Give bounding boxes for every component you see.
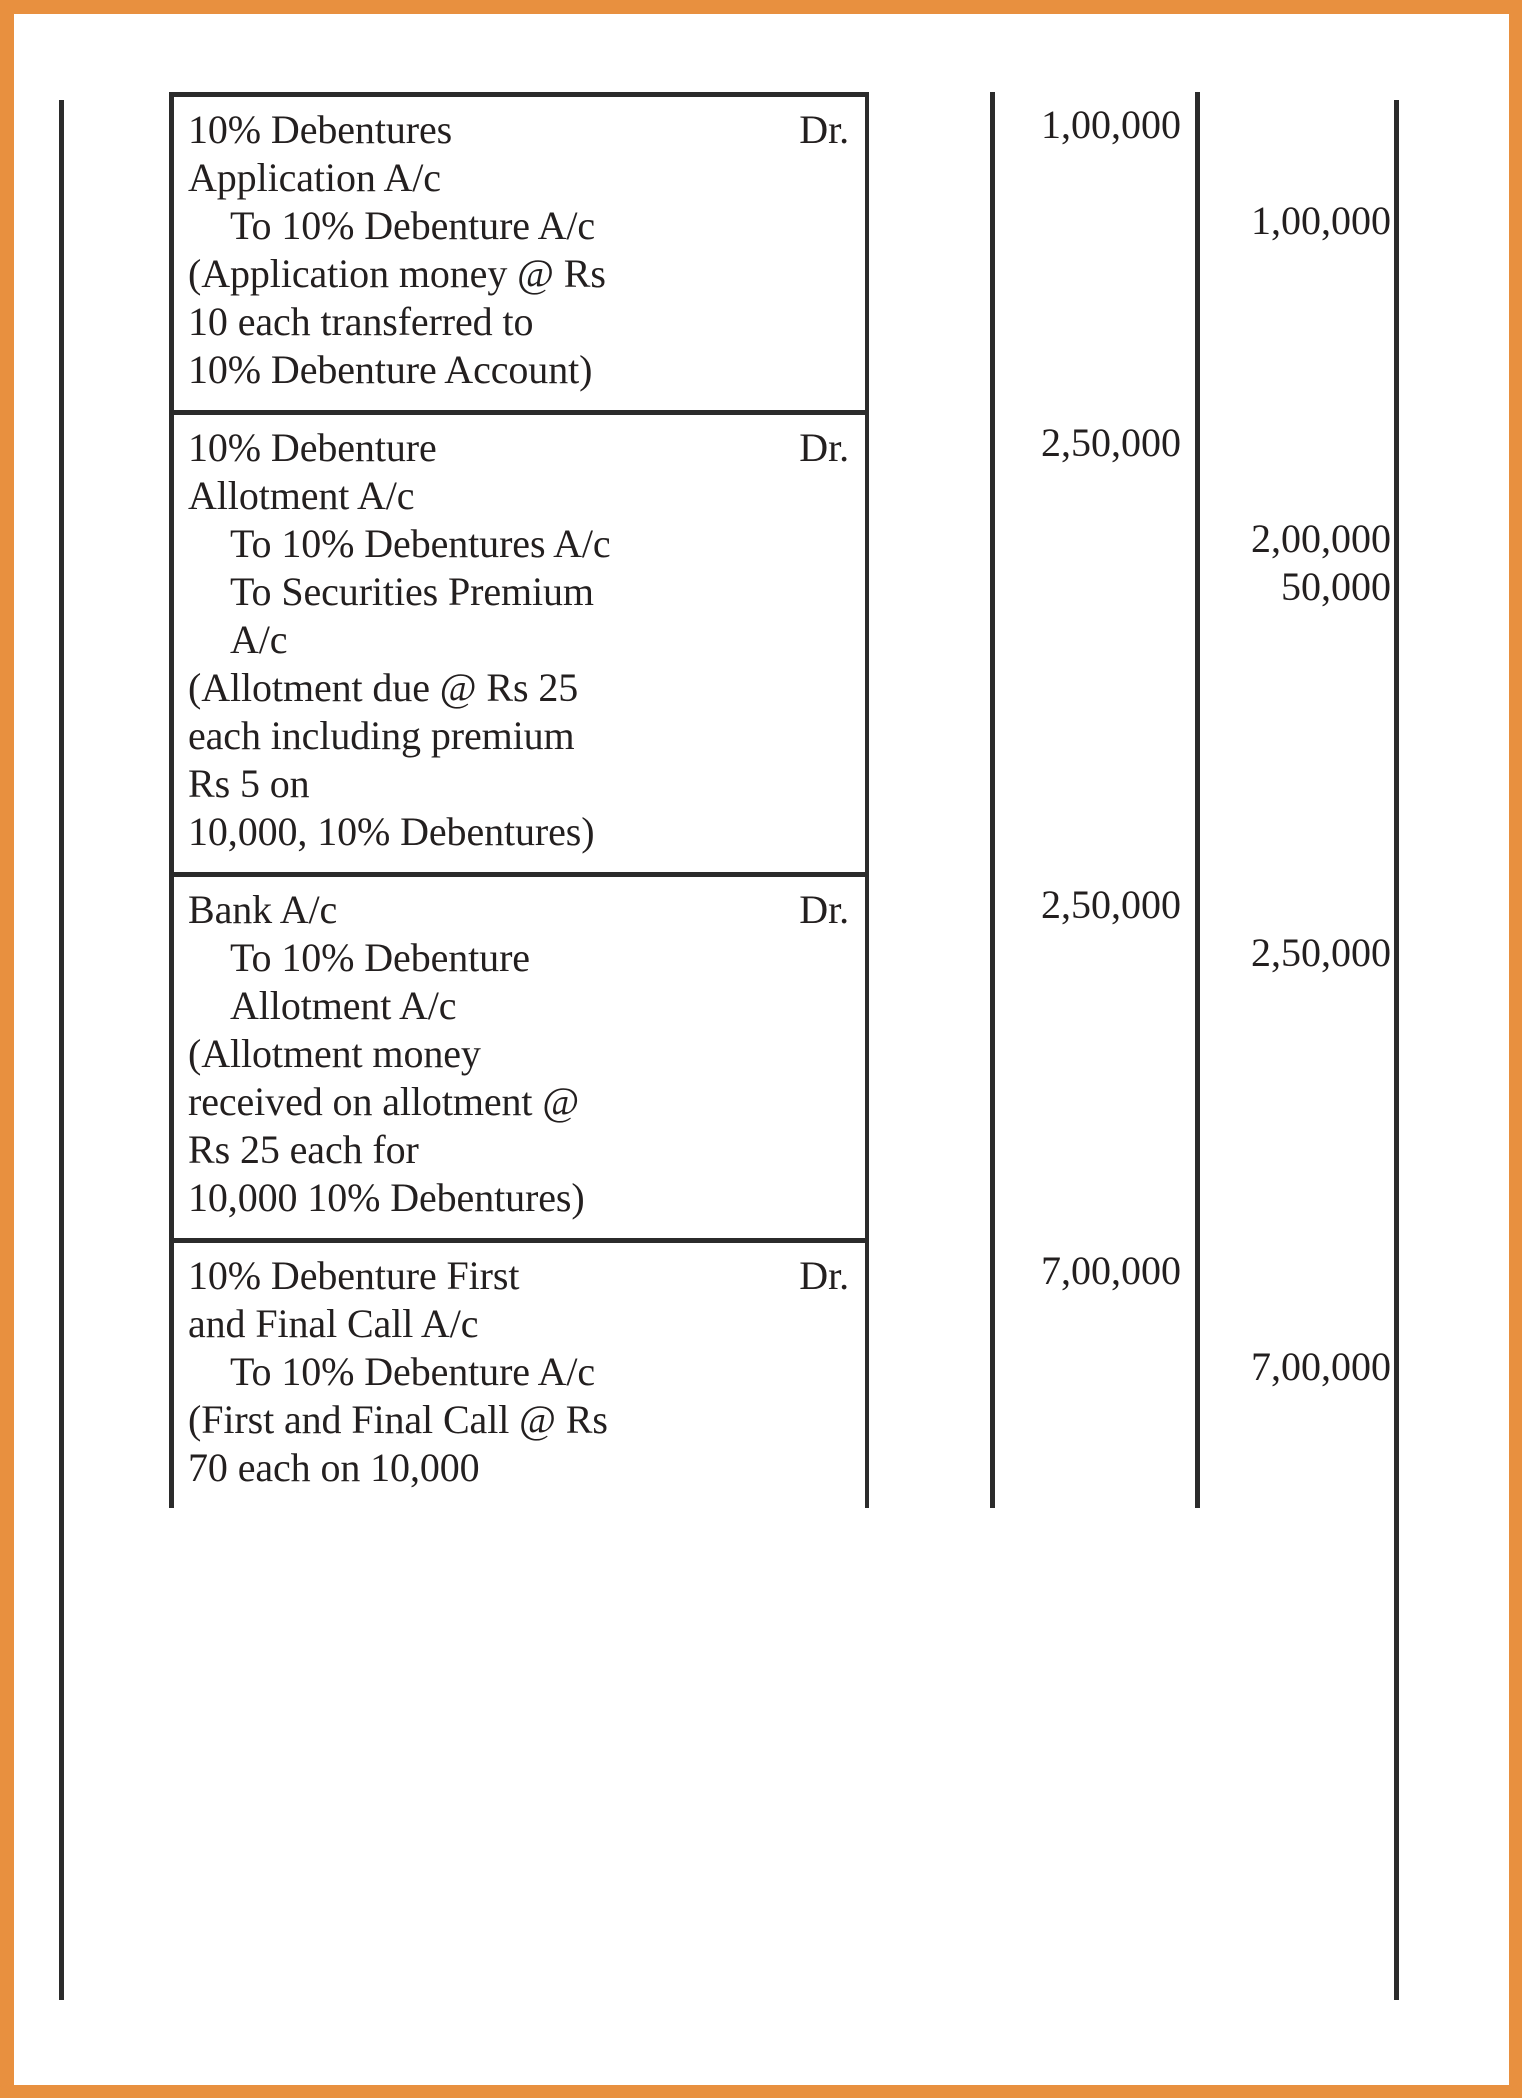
particulars-line [188, 154, 853, 202]
amount-spacer [1214, 803, 1391, 851]
amount-spacer [1009, 803, 1181, 851]
amount-spacer [1009, 515, 1181, 563]
particulars-line [188, 982, 853, 1030]
amount-spacer [1009, 1391, 1181, 1439]
amount-spacer [1009, 1073, 1181, 1121]
amount-spacer [1009, 149, 1181, 197]
particulars-line [188, 568, 853, 616]
amount-spacer [1214, 467, 1391, 515]
journal-table [59, 92, 1399, 2082]
credit-amount: 7,00,000 [1251, 1344, 1391, 1389]
particulars-text: To 10% Debenture [230, 935, 530, 980]
amount-spacer [1214, 1121, 1391, 1169]
particulars-line [188, 760, 853, 808]
particulars-line [188, 250, 853, 298]
particulars-text: Bank A/c [188, 887, 338, 932]
particulars-text: each including premium [188, 713, 575, 758]
debit-marker: Dr. [799, 887, 849, 932]
amount-spacer [1214, 341, 1391, 389]
particulars-text: Application A/c [188, 155, 441, 200]
particulars-line [188, 886, 853, 934]
amount-spacer [1009, 245, 1181, 293]
ledger-folio-cell [869, 872, 995, 1238]
particulars-text: (First and Final Call @ Rs [188, 1397, 608, 1442]
debit-marker: Dr. [799, 425, 849, 470]
amount-spacer [1009, 977, 1181, 1025]
particulars-text: To 10% Debentures A/c [230, 521, 611, 566]
particulars-text: 70 each on 10,000 [188, 1445, 480, 1490]
amount-spacer [1009, 1025, 1181, 1073]
debit-amount-cell [995, 410, 1200, 872]
particulars-line [188, 298, 853, 346]
journal-entry-row [59, 92, 1399, 410]
debit-marker: Dr. [799, 1253, 849, 1298]
credit-amount: 2,50,000 [1251, 930, 1391, 975]
particulars-line [188, 1396, 853, 1444]
amount-spacer [1214, 977, 1391, 1025]
particulars-text: 10% Debentures [188, 107, 453, 152]
particulars-line [188, 1348, 853, 1396]
amount-spacer [1214, 611, 1391, 659]
particulars-text: (Allotment due @ Rs 25 [188, 665, 579, 710]
particulars-line [188, 202, 853, 250]
particulars-text: Rs 5 on [188, 761, 310, 806]
debit-amount: 7,00,000 [1041, 1248, 1181, 1293]
debit-amount: 2,50,000 [1041, 420, 1181, 465]
amount-spacer [1214, 1391, 1391, 1439]
particulars-line [188, 664, 853, 712]
page-sheet [14, 14, 1509, 2085]
particulars-text: (Allotment money [188, 1031, 481, 1076]
amount-spacer [1009, 1295, 1181, 1343]
particulars-line [188, 472, 853, 520]
amount-spacer [1214, 659, 1391, 707]
amount-spacer [1214, 293, 1391, 341]
amount-spacer [1214, 245, 1391, 293]
amount-spacer [1009, 929, 1181, 977]
particulars-line [188, 1078, 853, 1126]
particulars-cell [169, 92, 869, 410]
amount-spacer [1214, 1439, 1391, 1487]
particulars-line [188, 934, 853, 982]
amount-spacer [1009, 611, 1181, 659]
date-cell [59, 410, 169, 872]
debit-amount-cell [995, 1238, 1200, 1508]
amount-spacer [1009, 707, 1181, 755]
amount-spacer [1009, 197, 1181, 245]
debit-amount-cell [995, 872, 1200, 1238]
journal-entry-row [59, 410, 1399, 872]
amount-spacer [1009, 1121, 1181, 1169]
date-cell [59, 92, 169, 410]
debit-marker: Dr. [799, 107, 849, 152]
amount-spacer [1214, 755, 1391, 803]
particulars-line [188, 1252, 853, 1300]
journal-entry-row [59, 1238, 1399, 1508]
particulars-text: 10 each transferred to [188, 299, 534, 344]
debit-amount: 1,00,000 [1041, 102, 1181, 147]
date-cell [59, 1238, 169, 1508]
credit-amount-cell [1200, 92, 1405, 410]
particulars-line [188, 1126, 853, 1174]
journal-entry-row [59, 872, 1399, 1238]
amount-spacer [1009, 1343, 1181, 1391]
particulars-text: To 10% Debenture A/c [230, 203, 596, 248]
particulars-text: 10,000 10% Debentures) [188, 1175, 585, 1220]
amount-spacer [1009, 341, 1181, 389]
particulars-text: Rs 25 each for [188, 1127, 419, 1172]
amount-spacer [1214, 881, 1391, 929]
particulars-text: A/c [230, 617, 288, 662]
amount-spacer [1009, 563, 1181, 611]
particulars-text: (Application money @ Rs [188, 251, 606, 296]
credit-amount: 50,000 [1281, 564, 1391, 609]
credit-amount: 1,00,000 [1251, 198, 1391, 243]
particulars-cell [169, 1238, 869, 1508]
ledger-folio-cell [869, 92, 995, 410]
particulars-line [188, 1300, 853, 1348]
particulars-line [188, 1444, 853, 1492]
particulars-line [188, 712, 853, 760]
debit-amount-cell [995, 92, 1200, 410]
particulars-text: and Final Call A/c [188, 1301, 479, 1346]
amount-spacer [1214, 1025, 1391, 1073]
particulars-cell [169, 872, 869, 1238]
amount-spacer [1214, 1073, 1391, 1121]
ledger-folio-cell [869, 1238, 995, 1508]
particulars-line [188, 1030, 853, 1078]
particulars-line [188, 520, 853, 568]
amount-spacer [1009, 1169, 1181, 1217]
particulars-line [188, 106, 853, 154]
particulars-text: Allotment A/c [230, 983, 457, 1028]
amount-spacer [1009, 659, 1181, 707]
particulars-line [188, 424, 853, 472]
credit-amount-cell [1200, 410, 1405, 872]
particulars-cell [169, 410, 869, 872]
amount-spacer [1214, 1295, 1391, 1343]
credit-amount: 2,00,000 [1251, 516, 1391, 561]
journal-rows [59, 92, 1399, 1508]
amount-spacer [1214, 101, 1391, 149]
particulars-line [188, 808, 853, 856]
particulars-text: received on allotment @ [188, 1079, 580, 1124]
amount-spacer [1214, 419, 1391, 467]
amount-spacer [1009, 755, 1181, 803]
particulars-line [188, 346, 853, 394]
amount-spacer [1214, 707, 1391, 755]
amount-spacer [1009, 293, 1181, 341]
amount-spacer [1214, 1169, 1391, 1217]
amount-spacer [1214, 1247, 1391, 1295]
particulars-text: To 10% Debenture A/c [230, 1349, 596, 1394]
credit-amount-cell [1200, 1238, 1405, 1508]
particulars-line [188, 616, 853, 664]
particulars-text: 10% Debenture [188, 425, 437, 470]
amount-spacer [1009, 467, 1181, 515]
particulars-line [188, 1174, 853, 1222]
particulars-text: 10% Debenture Account) [188, 347, 593, 392]
particulars-text: To Securities Premium [230, 569, 594, 614]
amount-spacer [1214, 149, 1391, 197]
credit-amount-cell [1200, 872, 1405, 1238]
date-cell [59, 872, 169, 1238]
particulars-text: 10,000, 10% Debentures) [188, 809, 595, 854]
amount-spacer [1009, 1439, 1181, 1487]
ledger-folio-cell [869, 410, 995, 872]
particulars-text: 10% Debenture First [188, 1253, 520, 1298]
debit-amount: 2,50,000 [1041, 882, 1181, 927]
particulars-text: Allotment A/c [188, 473, 415, 518]
